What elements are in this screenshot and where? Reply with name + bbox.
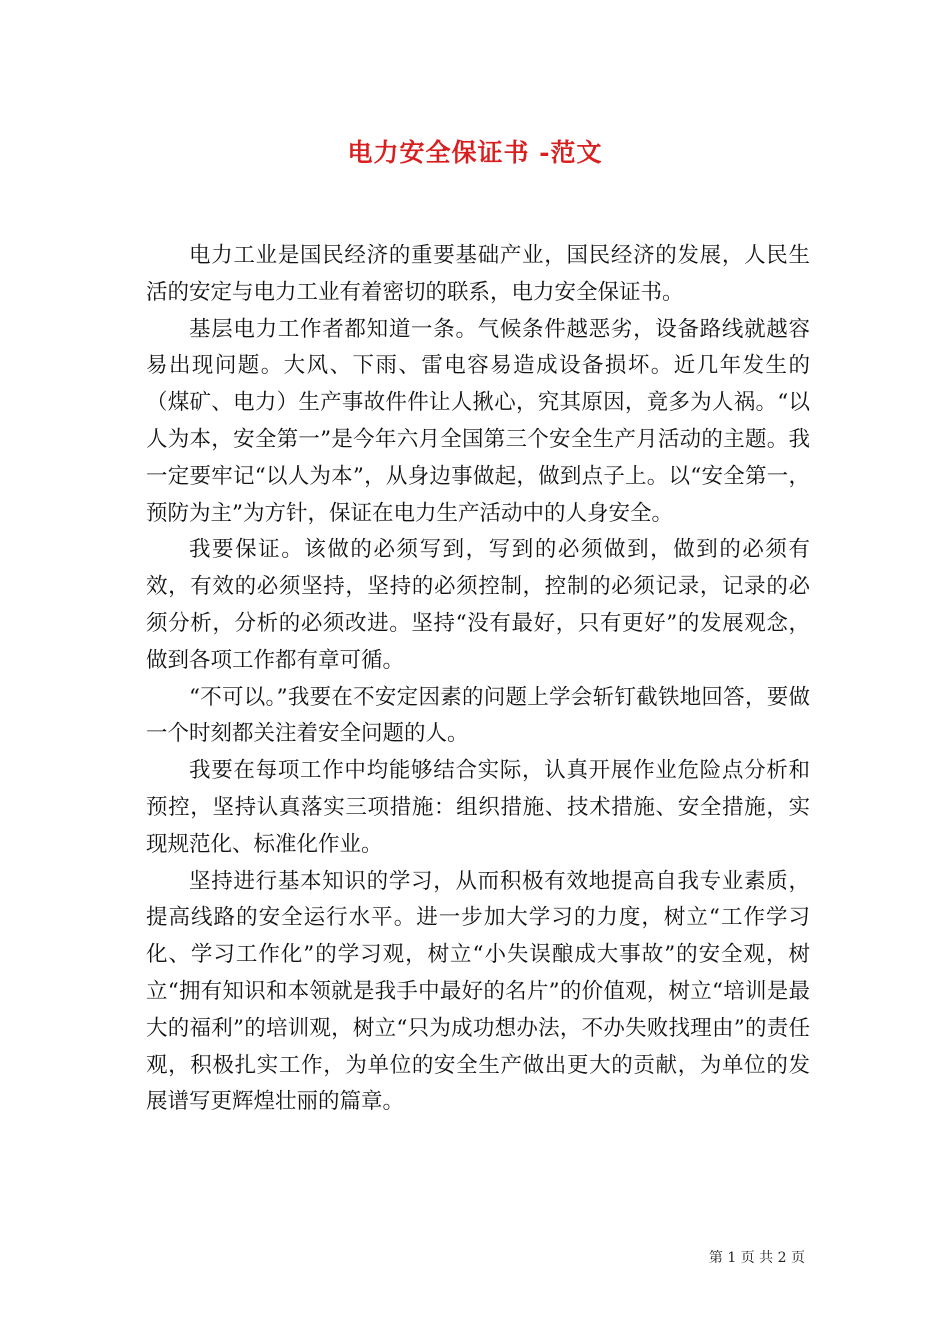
paragraph-2: 基层电力工作者都知道一条。气候条件越恶劣，设备路线就越容易出现问题。大风、下雨、雷电容易造成设备损坏。近几年发生的（煤矿、电力）生产事故件件让人揪心，究其原因，竟多为人祸。“以人为本，安全第一”是今年六月全国第三个安全生产月活动的主题。我一定要牢记“以人为本”，从身边事做起，做到点子上。以“安全第一，预防为主”为方针，保证在电力生产活动中的人身安全。 [146, 316, 810, 526]
paragraph-1: 电力工业是国民经济的重要基础产业，国民经济的发展，人民生活的安定与电力工业有着密切的联系，电力安全保证书。 [146, 243, 810, 305]
paragraph-5: 我要在每项工作中均能够结合实际，认真开展作业危险点分析和预控，坚持认真落实三项措施：组织措施、技术措施、安全措施，实现规范化、标准化作业。 [146, 758, 810, 857]
document-title: 电力安全保证书 -范文 [347, 138, 603, 167]
paragraph-6: 坚持进行基本知识的学习，从而积极有效地提高自我专业素质，提高线路的安全运行水平。进一步加大学习的力度，树立“工作学习化、学习工作化”的学习观，树立“小失误酿成大事故”的安全观，树立“拥有知识和本领就是我手中最好的名片”的价值观，树立“培训是最大的福利”的培训观，树立“只为成功想办法，不办失败找理由”的责任观，积极扎实工作，为单位的安全生产做出更大的贡献，为单位的发展谱写更辉煌壮丽的篇章。 [146, 868, 810, 1115]
page-number: 第 1 页 共 2 页 [708, 1250, 805, 1266]
paragraph-4: “不可以。”我要在不安定因素的问题上学会斩钉截铁地回答，要做一个时刻都关注着安全问题的人。 [146, 684, 810, 747]
document-body [146, 238, 810, 1121]
paragraph-3: 我要保证。该做的必须写到，写到的必须做到，做到的必须有效，有效的必须坚持，坚持的必须控制，控制的必须记录，记录的必须分析，分析的必须改进。坚持“没有最好，只有更好”的发展观念，做到各项工作都有章可循。 [146, 537, 810, 673]
